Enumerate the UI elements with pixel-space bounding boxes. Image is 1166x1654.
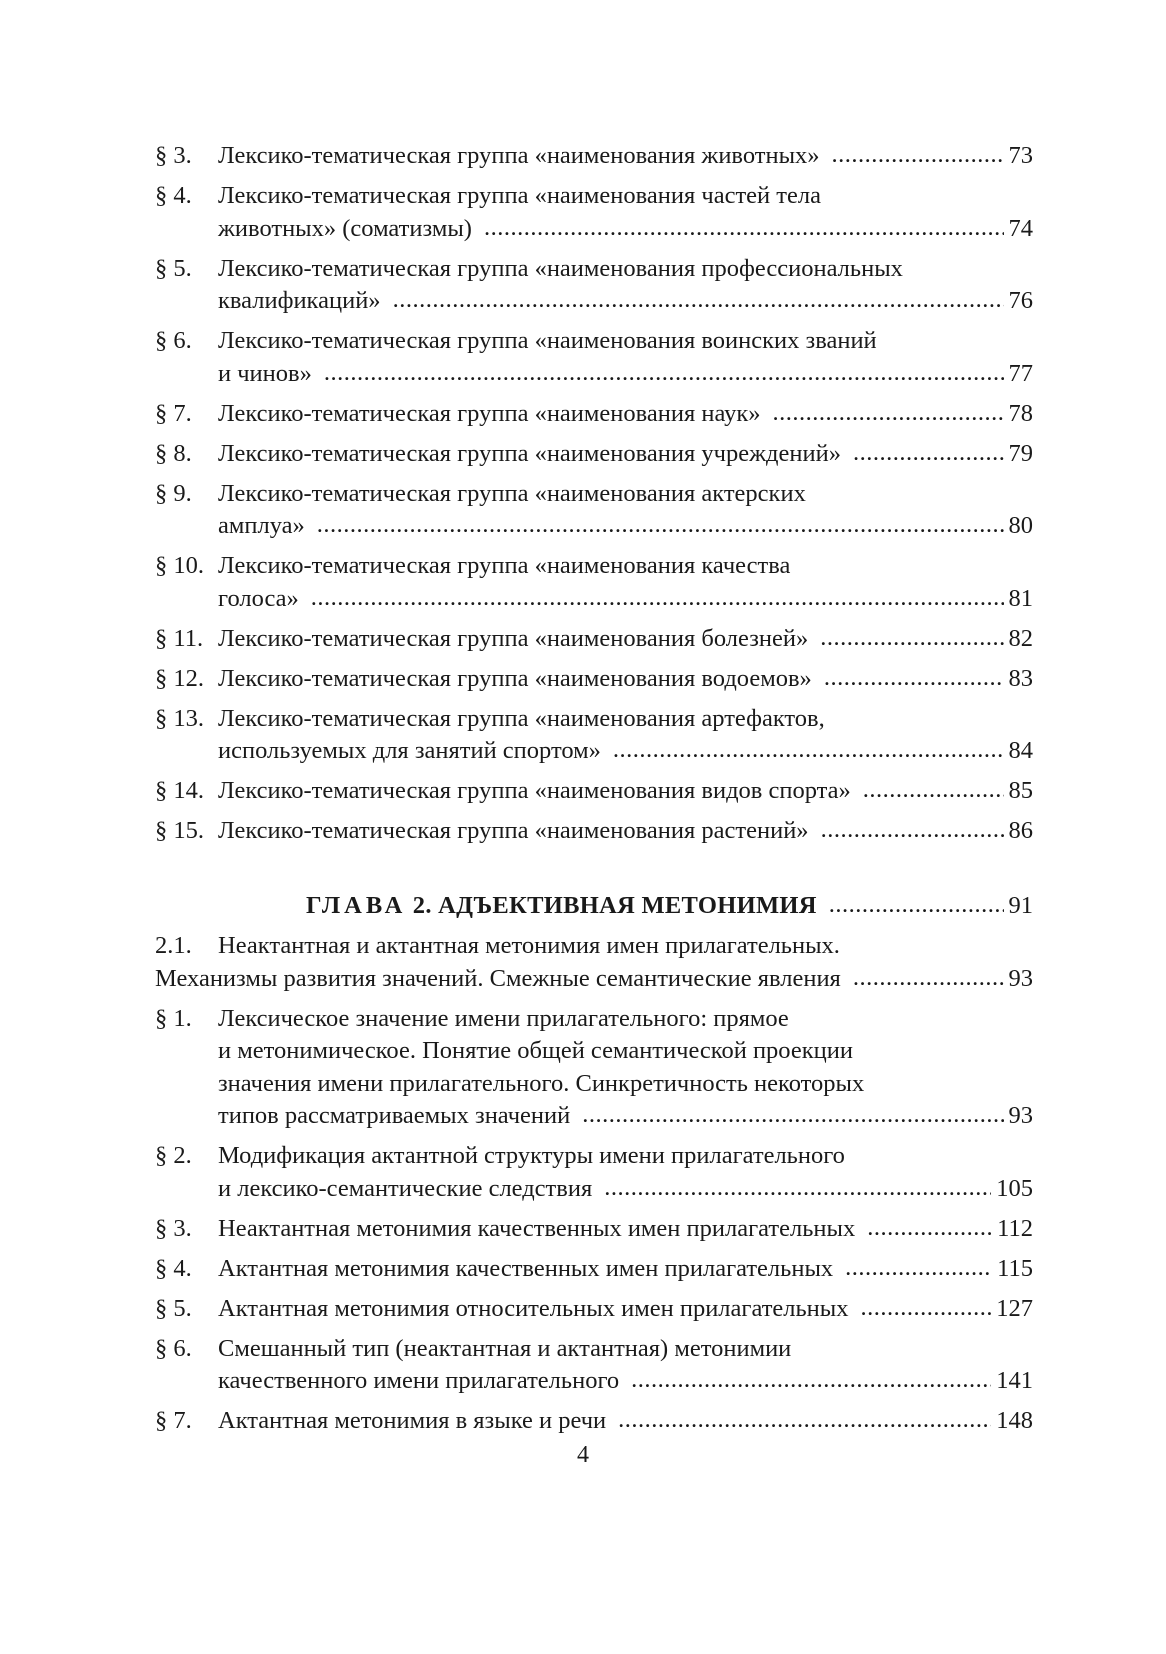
entry-title-line: Лексико-тематическая группа «наименования артефактов, [218,704,825,732]
dot-leader [832,139,1004,172]
entry-title-line: Лексико-тематическая группа «наименования водоемов» [218,664,812,692]
dot-leader [484,212,1004,245]
entry-number: § 1. [155,1004,192,1032]
entry-page: 93 [1008,1102,1033,1129]
entry-title-line: квалификаций» [218,287,381,314]
entry-title-line: Лексико-тематическая группа «наименования наук» [218,399,761,427]
entry-number: § 3. [155,1214,192,1242]
toc-entry [155,815,1033,848]
toc-entry [155,478,1033,543]
entry-title-line: и чинов» [218,359,312,387]
entry-title-line: Лексико-тематическая группа «наименования частей тела [218,182,821,209]
dot-leader [324,357,1004,390]
toc-entry [155,663,1033,696]
entry-number: § 4. [155,1254,192,1282]
entry-title-line: Лексико-тематическая группа «наименования актерских [218,479,806,507]
entry-title-line: Модификация актантной структуры имени прилагательного [218,1142,845,1169]
entry-title-line: Смешанный тип (неактантная и актантная) метонимии [218,1334,792,1362]
entry-title-line: типов рассматриваемых значений [218,1102,571,1129]
dot-leader [311,582,1004,615]
toc-entry [155,1333,1033,1398]
entry-page: 86 [1008,817,1033,844]
dot-leader [613,734,1004,767]
entry-title-line: значения имени прилагательного. Синкретичность некоторых [218,1069,865,1097]
entry-page: 84 [1008,737,1033,764]
dot-leader [631,1364,991,1397]
toc-entry [155,775,1033,808]
entry-page: 74 [1008,214,1033,242]
dot-leader [861,1292,992,1325]
entry-title-line: Лексическое значение имени прилагательного: прямое [218,1004,789,1032]
toc-entry [155,1293,1033,1326]
entry-title-line: Актантная метонимия относительных имен прилагательных [218,1294,849,1322]
entry-page: 78 [1008,399,1033,427]
entry-page: 141 [996,1367,1033,1394]
entry-number: § 3. [155,142,192,169]
section-page: 93 [1008,964,1033,992]
dot-leader [845,1252,992,1285]
section-2-1 [155,930,1033,995]
entry-title-line: Лексико-тематическая группа «наименования учреждений» [218,439,841,467]
entry-number: § 7. [155,1407,192,1434]
entry-number: § 8. [155,439,192,467]
toc-entry [155,1140,1033,1205]
entry-number: § 4. [155,182,192,209]
chapter-heading [155,890,1033,923]
entry-title-line: и метонимическое. Понятие общей семантической проекции [218,1037,853,1064]
entry-page: 77 [1008,359,1033,387]
dot-leader [317,509,1004,542]
dot-leader [863,774,1004,807]
entry-title-line: животных» (соматизмы) [218,214,472,242]
toc-entry [155,1213,1033,1246]
dot-leader [618,1404,991,1437]
entry-number: § 15. [155,817,204,844]
entry-page: 80 [1008,512,1033,539]
entry-title-line: голоса» [218,584,299,612]
toc-entry [155,253,1033,318]
dot-leader [393,284,1004,317]
entry-number: § 2. [155,1142,192,1169]
table-of-contents [155,140,1033,1445]
entry-page: 73 [1008,142,1033,169]
entry-number: § 5. [155,1294,192,1322]
entry-page: 79 [1008,439,1033,467]
dot-leader [821,814,1004,847]
dot-leader [853,962,1004,995]
entry-page: 83 [1008,664,1033,692]
toc-entry [155,550,1033,615]
entry-title-line: Актантная метонимия в языке и речи [218,1407,607,1434]
entry-page: 85 [1008,777,1033,804]
section-number: 2.1. [155,932,192,959]
entry-title-line: амплуа» [218,512,305,539]
page-number: 4 [577,1442,589,1468]
toc-entry [155,140,1033,173]
entry-page: 76 [1008,287,1033,314]
entry-page: 82 [1008,624,1033,652]
entry-number: § 12. [155,664,204,692]
entry-title-line: качественного имени прилагательного [218,1367,620,1394]
dot-leader [829,889,1004,922]
dot-leader [824,662,1004,695]
chapter-page: 91 [1008,892,1033,919]
toc-entry [155,325,1033,390]
entry-title-line: Лексико-тематическая группа «наименования профессиональных [218,254,903,282]
toc-entry [155,1003,1033,1133]
entry-title-line: Лексико-тематическая группа «наименования болезней» [218,624,809,652]
toc-entry [155,438,1033,471]
toc-entry [155,398,1033,431]
toc-entry [155,1405,1033,1438]
toc-entry [155,703,1033,768]
entry-page: 105 [996,1174,1033,1202]
entry-number: § 7. [155,399,192,427]
toc-part-2 [155,1003,1033,1438]
chapter-title: ГЛАВА 2. АДЪЕКТИВНАЯ МЕТОНИМИЯ [306,892,817,919]
toc-entry [155,180,1033,245]
entry-number: § 6. [155,327,192,354]
entry-page: 112 [997,1214,1033,1242]
entry-number: § 5. [155,254,192,282]
dot-leader [604,1172,991,1205]
entry-title-line: и лексико-семантические следствия [218,1174,593,1202]
entry-title-line: Лексико-тематическая группа «наименования видов спорта» [218,777,851,804]
entry-title-line: Лексико-тематическая группа «наименования качества [218,552,791,579]
entry-title-line: Лексико-тематическая группа «наименования животных» [218,142,820,169]
toc-entry [155,1253,1033,1286]
section-title-line-2: Механизмы развития значений. Смежные семантические явления [155,964,841,992]
entry-number: § 14. [155,777,204,804]
entry-title-line: Актантная метонимия качественных имен прилагательных [218,1254,834,1282]
entry-page: 127 [996,1294,1033,1322]
entry-page: 81 [1008,584,1033,612]
entry-title-line: Неактантная метонимия качественных имен прилагательных [218,1214,856,1242]
entry-number: § 11. [155,624,204,652]
entry-title-line: Лексико-тематическая группа «наименования воинских званий [218,327,877,354]
dot-leader [867,1212,992,1245]
entry-title-line: Лексико-тематическая группа «наименования растений» [218,817,809,844]
toc-entry [155,623,1033,656]
entry-number: § 10. [155,552,204,579]
entry-title-line: используемых для занятий спортом» [218,737,601,764]
toc-part-1 [155,140,1033,848]
entry-number: § 13. [155,704,204,732]
section-title-line-1: Неактантная и актантная метонимия имен прилагательных. [218,932,840,959]
entry-number: § 9. [155,479,192,507]
dot-leader [853,437,1004,470]
dot-leader [820,622,1003,655]
entry-page: 148 [996,1407,1033,1434]
entry-page: 115 [997,1254,1033,1282]
dot-leader [582,1099,1003,1132]
dot-leader [773,397,1004,430]
entry-number: § 6. [155,1334,192,1362]
